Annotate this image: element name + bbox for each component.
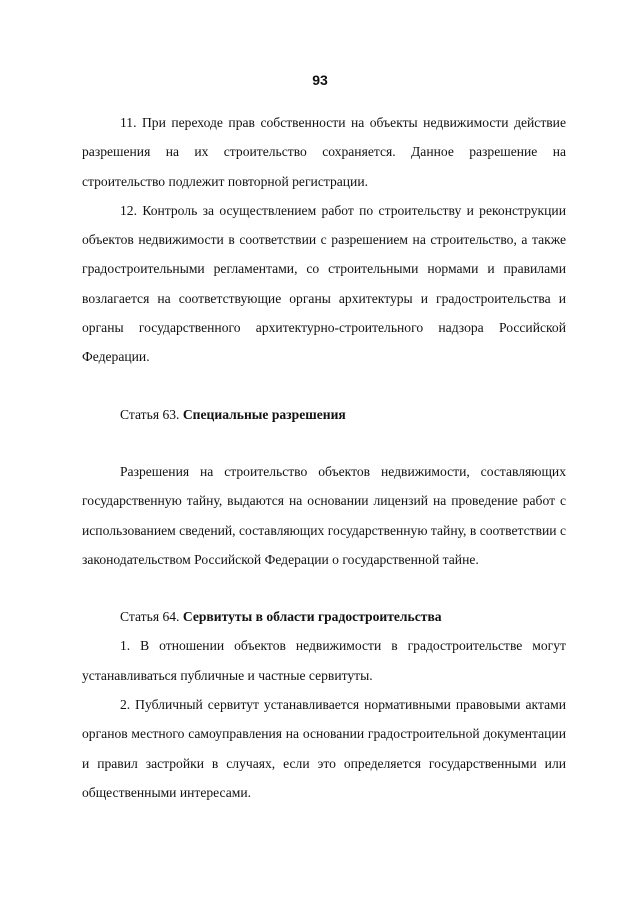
spacer xyxy=(82,574,566,602)
article-63-prefix: Статья 63. xyxy=(120,406,183,422)
article-64-heading xyxy=(82,602,566,631)
article-63-paragraph: Разрешения на строительство объектов недвижимости, составляющих государственную тайну, выдаются на основании лицензий на проведение работ с использованием сведений, составляющих государственную тайну, в соответствии с законодательством Российской Федерации о государственной тайне. xyxy=(82,463,566,567)
article-63-heading xyxy=(82,400,566,429)
article-64-title: Сервитуты в области градостроительства xyxy=(182,609,442,625)
article-64-paragraph-1: 1. В отношении объектов недвижимости в градостроительстве могут устанавливаться публичные и частные сервитуты. xyxy=(82,638,566,683)
article-63-title: Специальные разрешения xyxy=(182,406,346,422)
article-64-paragraph-2: 2. Публичный сервитут устанавливается нормативными правовыми актами органов местного самоуправления на основании градостроительной документации и правил застройки в случаях, если это определяется государственными или общественными интересами. xyxy=(82,697,566,800)
paragraph-12: 12. Контроль за осуществлением работ по строительству и реконструкции объектов недвижимости в соответствии с разрешением на строительство, а также градостроительными регламентами, со строительными нормами и правилами возлагается на соответствующие органы архитектуры и градостроительства и органы государственного архитектурно-строительного надзора Российской Федерации. xyxy=(82,202,566,365)
page-number: 93 xyxy=(312,72,328,88)
spacer xyxy=(82,429,566,457)
spacer xyxy=(82,372,566,400)
document-body xyxy=(82,108,566,807)
paragraph-11: 11. При переходе прав собственности на объекты недвижимости действие разрешения на их строительство сохраняется. Данное разрешение на строительство подлежит повторной регистрации. xyxy=(82,115,566,189)
article-64-prefix: Статья 64. xyxy=(120,609,183,625)
